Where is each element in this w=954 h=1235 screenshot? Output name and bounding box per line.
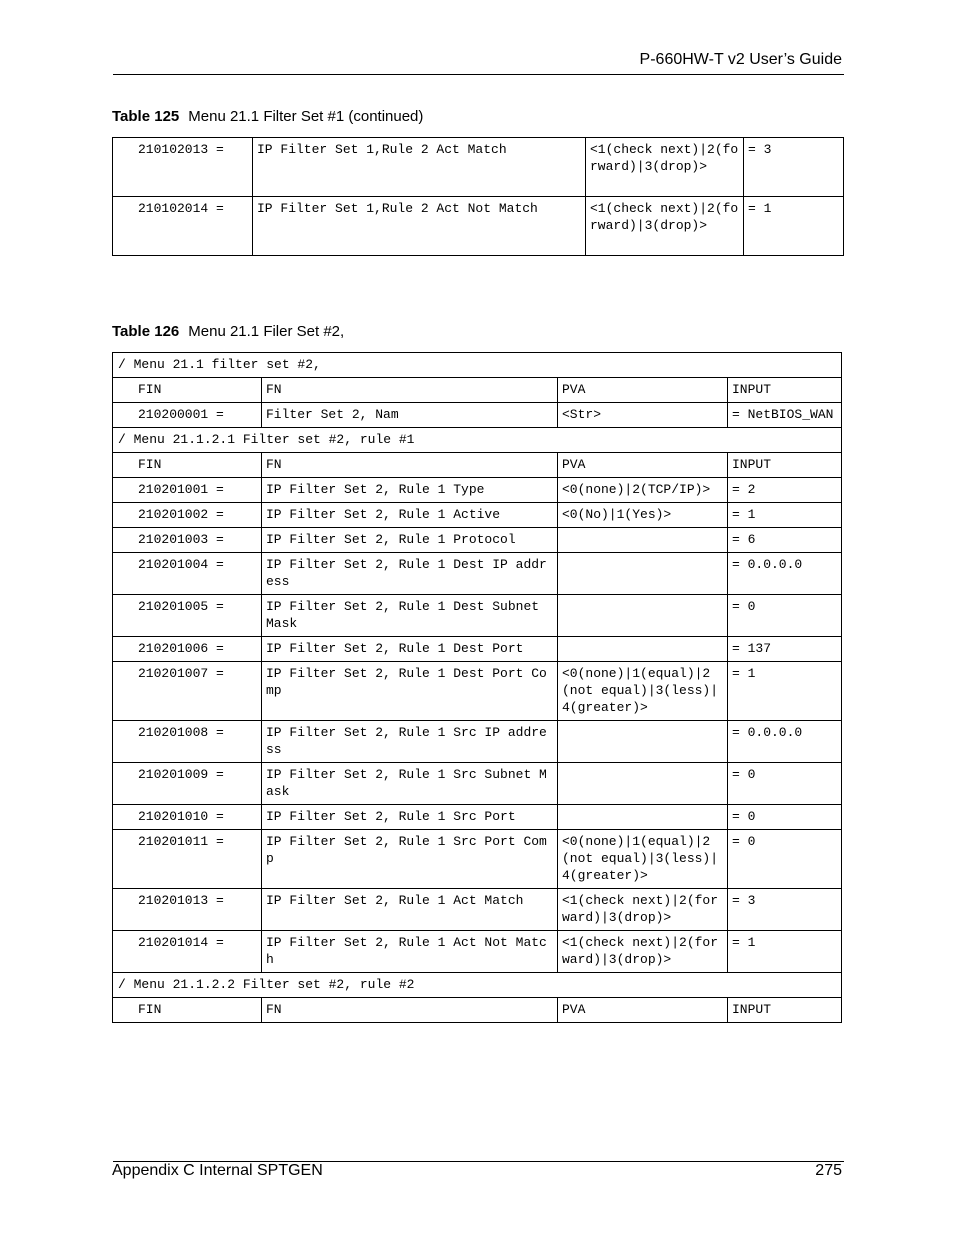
fin-cell: FIN [113,453,262,478]
pva-cell: <1(check next)|2(forward)|3(drop)> [558,889,728,931]
fin-cell: 210201004 = [113,553,262,595]
input-cell: = 3 [744,138,844,197]
fin-cell: 210102013 = [113,138,253,197]
fn-cell: IP Filter Set 2, Rule 1 Src Port [262,805,558,830]
table-125-body [113,138,844,256]
table-126-caption-text: Menu 21.1 Filer Set #2, [188,323,345,340]
pva-cell [558,637,728,662]
fn-cell: IP Filter Set 2, Rule 1 Src Subnet Mask [262,763,558,805]
table-126-caption-number: Table 126 [112,323,180,340]
input-cell: = 0 [728,595,842,637]
fin-cell: FIN [113,378,262,403]
column-header-row [113,453,842,478]
table-125-caption [112,108,423,125]
fn-cell: IP Filter Set 1,Rule 2 Act Not Match [253,197,586,256]
fn-cell: IP Filter Set 2, Rule 1 Src IP address [262,721,558,763]
pva-cell: <Str> [558,403,728,428]
fn-cell: FN [262,998,558,1023]
pva-cell: <0(none)|2(TCP/IP)> [558,478,728,503]
section-row [113,428,842,453]
fn-cell: IP Filter Set 1,Rule 2 Act Match [253,138,586,197]
pva-cell: <1(check next)|2(forward)|3(drop)> [558,931,728,973]
table-row [113,889,842,931]
fn-cell: IP Filter Set 2, Rule 1 Dest Port [262,637,558,662]
pva-cell: PVA [558,453,728,478]
table-125 [112,137,844,256]
input-cell: = 2 [728,478,842,503]
input-cell: = 1 [728,503,842,528]
fn-cell: IP Filter Set 2, Rule 1 Type [262,478,558,503]
input-cell: INPUT [728,378,842,403]
fin-cell: 210201001 = [113,478,262,503]
pva-cell [558,553,728,595]
section-row [113,353,842,378]
column-header-row [113,378,842,403]
input-cell: = 0 [728,763,842,805]
fn-cell: IP Filter Set 2, Rule 1 Dest Port Comp [262,662,558,721]
page-number: 275 [815,1162,842,1179]
table-row [113,503,842,528]
section-title-cell: / Menu 21.1.2.2 Filter set #2, rule #2 [113,973,842,998]
fn-cell: IP Filter Set 2, Rule 1 Act Match [262,889,558,931]
fin-cell: 210201008 = [113,721,262,763]
input-cell: INPUT [728,998,842,1023]
fn-cell: Filter Set 2, Nam [262,403,558,428]
fin-cell: 210201002 = [113,503,262,528]
pva-cell [558,763,728,805]
input-cell: = 1 [728,662,842,721]
fin-cell: 210201014 = [113,931,262,973]
pva-cell: PVA [558,378,728,403]
fin-cell: 210201003 = [113,528,262,553]
table-row [113,553,842,595]
input-cell: = 0.0.0.0 [728,553,842,595]
pva-cell [558,528,728,553]
table-row [113,763,842,805]
pva-cell: <0(No)|1(Yes)> [558,503,728,528]
fin-cell: 210201011 = [113,830,262,889]
pva-cell: <0(none)|1(equal)|2(not equal)|3(less)|4(greater)> [558,830,728,889]
table-126-body [113,353,842,1023]
pva-cell: <0(none)|1(equal)|2(not equal)|3(less)|4(greater)> [558,662,728,721]
fn-cell: IP Filter Set 2, Rule 1 Dest Subnet Mask [262,595,558,637]
running-header-title: P-660HW-T v2 User’s Guide [639,51,842,68]
fin-cell: 210201013 = [113,889,262,931]
table-row [113,931,842,973]
input-cell: = 0 [728,805,842,830]
fn-cell: IP Filter Set 2, Rule 1 Act Not Match [262,931,558,973]
input-cell: INPUT [728,453,842,478]
fin-cell: 210201006 = [113,637,262,662]
input-cell: = NetBIOS_WAN [728,403,842,428]
table-row [113,528,842,553]
pva-cell [558,721,728,763]
fn-cell: FN [262,378,558,403]
pva-cell: <1(check next)|2(forward)|3(drop)> [586,138,744,197]
table-126-caption [112,323,344,340]
fin-cell: 210201010 = [113,805,262,830]
table-125-caption-text: Menu 21.1 Filter Set #1 (continued) [188,108,424,125]
pva-cell: PVA [558,998,728,1023]
table-125-caption-number: Table 125 [112,108,180,125]
fn-cell: IP Filter Set 2, Rule 1 Active [262,503,558,528]
pva-cell [558,595,728,637]
fn-cell: IP Filter Set 2, Rule 1 Dest IP address [262,553,558,595]
fin-cell: 210201007 = [113,662,262,721]
input-cell: = 1 [744,197,844,256]
fn-cell: FN [262,453,558,478]
section-title-cell: / Menu 21.1.2.1 Filter set #2, rule #1 [113,428,842,453]
table-row [113,138,844,197]
fin-cell: 210200001 = [113,403,262,428]
table-126 [112,352,842,1023]
section-title-cell: / Menu 21.1 filter set #2, [113,353,842,378]
input-cell: = 0 [728,830,842,889]
table-row [113,830,842,889]
input-cell: = 6 [728,528,842,553]
section-row [113,973,842,998]
fin-cell: 210102014 = [113,197,253,256]
input-cell: = 3 [728,889,842,931]
table-row [113,197,844,256]
input-cell: = 1 [728,931,842,973]
footer-section-title: Appendix C Internal SPTGEN [112,1162,323,1179]
table-row [113,637,842,662]
fin-cell: 210201009 = [113,763,262,805]
header-divider [113,74,844,75]
column-header-row [113,998,842,1023]
table-row [113,403,842,428]
fin-cell: 210201005 = [113,595,262,637]
table-row [113,662,842,721]
table-row [113,595,842,637]
pva-cell [558,805,728,830]
table-row [113,805,842,830]
table-row [113,721,842,763]
input-cell: = 0.0.0.0 [728,721,842,763]
fn-cell: IP Filter Set 2, Rule 1 Src Port Comp [262,830,558,889]
table-row [113,478,842,503]
fn-cell: IP Filter Set 2, Rule 1 Protocol [262,528,558,553]
pva-cell: <1(check next)|2(forward)|3(drop)> [586,197,744,256]
fin-cell: FIN [113,998,262,1023]
input-cell: = 137 [728,637,842,662]
